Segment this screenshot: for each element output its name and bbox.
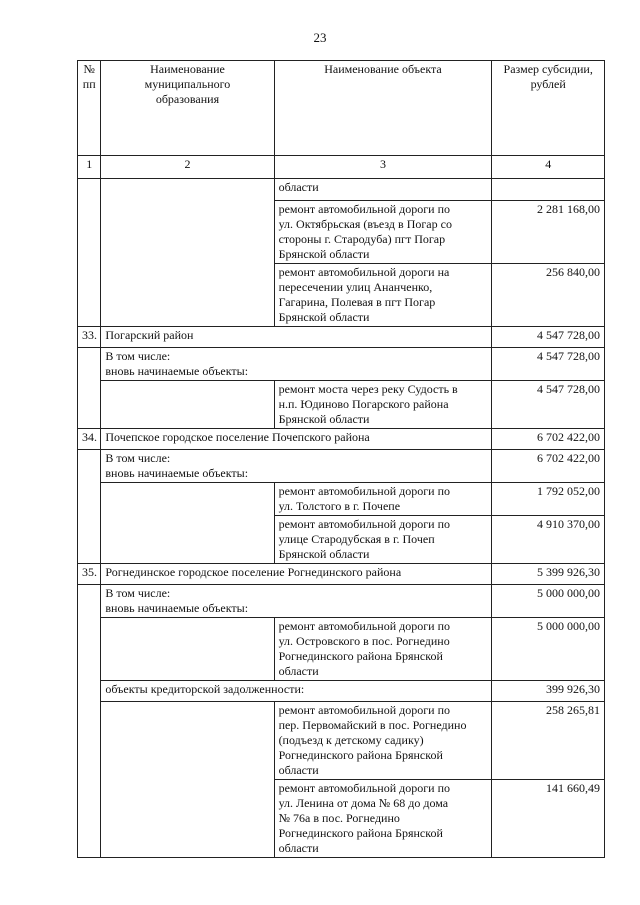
- table-row: [78, 179, 605, 201]
- amount-cell: 4 547 728,00: [492, 348, 605, 381]
- table-row: [78, 381, 605, 429]
- index-cell: 34.: [78, 429, 101, 450]
- table-header-row: [78, 61, 605, 156]
- amount-cell: 2 281 168,00: [492, 201, 605, 264]
- amount-cell: 6 702 422,00: [492, 429, 605, 450]
- column-number: 2: [101, 156, 274, 179]
- amount-cell: 4 547 728,00: [492, 381, 605, 429]
- name-cell: [101, 702, 274, 858]
- amount-cell: 1 792 052,00: [492, 483, 605, 516]
- amount-cell: [492, 179, 605, 201]
- table-row: [78, 681, 605, 702]
- subtotal-label-cell: В том числе: вновь начинаемые объекты:: [101, 348, 492, 381]
- index-cell: [78, 585, 101, 858]
- header-object: Наименование объекта: [274, 61, 492, 156]
- name-cell: [101, 483, 274, 564]
- municipality-cell: Рогнединское городское поселение Рогнединского района: [101, 564, 492, 585]
- amount-cell: 141 660,49: [492, 780, 605, 858]
- table-row: [78, 429, 605, 450]
- index-cell: 33.: [78, 327, 101, 348]
- amount-cell: 4 910 370,00: [492, 516, 605, 564]
- index-cell: [78, 450, 101, 564]
- name-cell: [101, 179, 274, 327]
- amount-cell: 258 265,81: [492, 702, 605, 780]
- object-cell: ремонт моста через реку Судость в н.п. Юдиново Погарского района Брянской области: [274, 381, 492, 429]
- table-row: [78, 564, 605, 585]
- column-number: 1: [78, 156, 101, 179]
- amount-cell: 5 000 000,00: [492, 618, 605, 681]
- column-number: 3: [274, 156, 492, 179]
- subsidy-table: [77, 60, 605, 858]
- header-number: № пп: [78, 61, 101, 156]
- object-cell: ремонт автомобильной дороги по ул. Ленина от дома № 68 до дома № 76а в пос. Рогнедино Рогнединского района Брянской области: [274, 780, 492, 858]
- table-row: [78, 450, 605, 483]
- object-cell: ремонт автомобильной дороги по улице Стародубская в г. Почеп Брянской области: [274, 516, 492, 564]
- subtotal-label-cell: В том числе: вновь начинаемые объекты:: [101, 450, 492, 483]
- amount-cell: 4 547 728,00: [492, 327, 605, 348]
- table-row: [78, 483, 605, 516]
- column-number: 4: [492, 156, 605, 179]
- object-cell: ремонт автомобильной дороги по ул. Октябрьская (въезд в Погар со стороны г. Стародуба) пгт Погар Брянской области: [274, 201, 492, 264]
- table-row: [78, 585, 605, 618]
- subtotal-label-cell: В том числе: вновь начинаемые объекты:: [101, 585, 492, 618]
- name-cell: [101, 381, 274, 429]
- amount-cell: 5 000 000,00: [492, 585, 605, 618]
- column-numbers-row: [78, 156, 605, 179]
- object-cell: ремонт автомобильной дороги по ул. Островского в пос. Рогнедино Рогнединского района Брянской области: [274, 618, 492, 681]
- index-cell: [78, 348, 101, 429]
- object-cell: ремонт автомобильной дороги по пер. Первомайский в пос. Рогнедино (подъезд к детскому садику) Рогнединского района Брянской области: [274, 702, 492, 780]
- subtotal-label-cell: объекты кредиторской задолженности:: [101, 681, 492, 702]
- page-number: 23: [313, 30, 327, 45]
- object-cell: ремонт автомобильной дороги на пересечении улиц Ананченко, Гагарина, Полевая в пгт Погар Брянской области: [274, 264, 492, 327]
- municipality-cell: Погарский район: [101, 327, 492, 348]
- object-cell: области: [274, 179, 492, 201]
- object-cell: ремонт автомобильной дороги по ул. Толстого в г. Почепе: [274, 483, 492, 516]
- municipality-cell: Почепское городское поселение Почепского района: [101, 429, 492, 450]
- header-amount: Размер субсидии, рублей: [492, 61, 605, 156]
- header-municipality: Наименование муниципального образования: [101, 61, 274, 156]
- amount-cell: 399 926,30: [492, 681, 605, 702]
- table-row: [78, 348, 605, 381]
- index-cell: 35.: [78, 564, 101, 585]
- table-row: [78, 618, 605, 681]
- amount-cell: 5 399 926,30: [492, 564, 605, 585]
- index-cell: [78, 179, 101, 327]
- amount-cell: 256 840,00: [492, 264, 605, 327]
- table-row: [78, 702, 605, 780]
- table-row: [78, 327, 605, 348]
- name-cell: [101, 618, 274, 681]
- amount-cell: 6 702 422,00: [492, 450, 605, 483]
